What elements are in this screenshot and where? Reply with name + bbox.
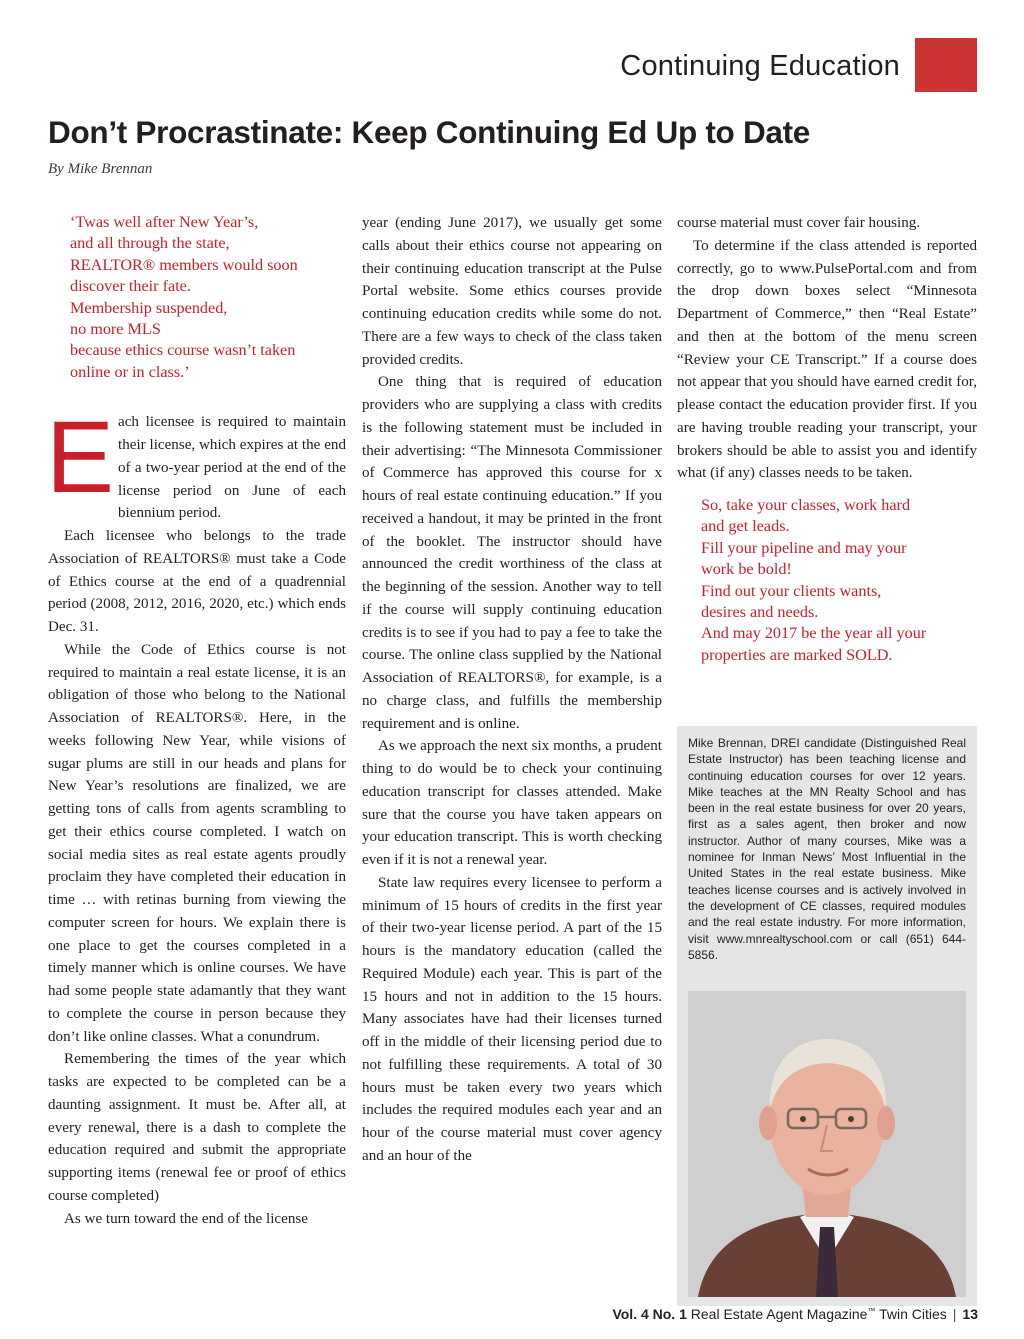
poem-line: because ethics course wasn’t taken (70, 341, 296, 360)
footer-separator: | (952, 1306, 957, 1322)
paragraph: Remembering the times of the year which tasks are expected to be completed can be a daunting assignment. It must be. After all, at every renewal, there is a dash to complete the education required and submit the appropriate supporting items (renewal fee or proof of ethics course completed) (48, 1051, 346, 1204)
paragraph: As we approach the next six months, a prudent thing to do would be to check your continuing education transcript for classes attended. Make sure that the course you have taken appears on your education transcript. This is worth checking even if it is not a renewal year. (362, 738, 662, 868)
poem-line: no more MLS (70, 320, 161, 339)
poem-line: properties are marked SOLD. (701, 645, 893, 664)
poem-line: desires and needs. (701, 603, 819, 622)
poem-line: And may 2017 be the year all your (701, 624, 927, 643)
poem-line: Find out your clients wants, (701, 581, 882, 600)
poem-line: Membership suspended, (70, 298, 228, 317)
author-photo (688, 991, 966, 1297)
paragraph: Each licensee who belongs to the trade Association of REALTORS® must take a Code of Ethics course at the end of a quadrennial period (2008, 2012, 2016, 2020, etc.) which ends Dec. 31. (48, 528, 346, 635)
paragraph: State law requires every licensee to perform a minimum of 15 hours of credits in the first year of their two-year license period. A part of the 15 hours is the mandatory education (called the Required Module) each year. This is part of the 15 hours and not in addition to the 15 hours. Many associates have had their licenses turned off in the middle of their licensing period due to not fulfilling these requirements. A total of 30 hours must be taken every two years which includes the required modules each year and an hour of the course material must cover agency and an hour of the (362, 874, 662, 1164)
drop-cap: E (46, 400, 115, 515)
outro-poem (677, 495, 977, 666)
paragraph: ach licensee is required to maintain their license, which expires at the end of a two-year period at the end of the license period on June of each biennium period. (118, 414, 346, 522)
section-title: Continuing Education (620, 50, 900, 82)
footer-city: Twin Cities (879, 1306, 947, 1322)
poem-line: REALTOR® members would soon (70, 255, 298, 274)
poem-line: and all through the state, (70, 234, 230, 253)
paragraph: year (ending June 2017), we usually get some calls about their ethics course not appearing on their continuing education transcript at the Pulse Portal website. Some ethics courses provide continuing education credits while some do not. There are a few ways to check of the class taken provided credits. (362, 215, 662, 368)
page-footer (612, 1306, 978, 1322)
article-headline: Don’t Procrastinate: Keep Continuing Ed Up to Date (48, 114, 811, 150)
section-accent-block (915, 38, 977, 92)
poem-line: Fill your pipeline and may your (701, 538, 907, 557)
paragraph: While the Code of Ethics course is not required to maintain a real estate license, it is an obligation of those who belong to the National Association of REALTORS®. Here, in the weeks following New Year, while visions of sugar plums are still in our heads and plans for New Year’s resolutions are finalized, we are getting tons of calls from agents scrambling to get their ethics course completed. I watch on social media sites as real estate agents proudly proclaim they have completed their education in time … with retinas burning from viewing the computer screen for hours. We explain there is one place to get the courses completed in a timely manner which is online courses. We have had some people state adamantly that they want to complete the course in person because they don’t like online classes. What a conundrum. (48, 641, 346, 1045)
intro-poem (48, 212, 346, 383)
paragraph: One thing that is required of education providers who are supplying a class with credits is the following statement must be included in their advertising: “The Minnesota Commissioner of Commerce has approved this course for x hours of real estate continuing education.” If you received a handout, it may be printed in the front of the booklet. The instructor should have announced the credit worthiness of the class at the beginning of the session. Another way to tell if the course will supply continuing education credits is to see if you had to pay a fee to take the course. The online class supplied by the National Association of REALTORS®, for example, is a no charge class, and fulfills the membership requirement and is online. (362, 374, 662, 732)
page-number: 13 (962, 1306, 978, 1322)
article-byline: By Mike Brennan (48, 161, 153, 177)
paragraph: As we turn toward the end of the license (64, 1210, 308, 1227)
poem-line: ‘Twas well after New Year’s, (70, 213, 259, 231)
author-bio-text: Mike Brennan, DREI candidate (Distinguished Real Estate Instructor) has been teaching license and continuing education courses for over 12 years. Mike teaches at the MN Realty School and has been in the real estate business for over 20 years, first as a sales agent, then broker and now instructor. Author of many courses, Mike was a nominee for Inman News’ Most Influential in the United States in the real estate business. Mike teaches license courses and is actively involved in the development of CE classes, required modules and the real estate industry. For more information, visit www.mnrealtyschool.com or call (651) 644-5856. (688, 736, 966, 962)
footer-magazine: Real Estate Agent Magazine (690, 1306, 868, 1322)
poem-line: work be bold! (701, 560, 792, 579)
poem-line: discover their fate. (70, 277, 191, 296)
article-column-2 (362, 212, 662, 1168)
poem-line: So, take your classes, work hard (701, 496, 911, 514)
article-column-1 (48, 212, 346, 1230)
author-bio-box (677, 726, 977, 1306)
footer-issue: Vol. 4 No. 1 (612, 1306, 687, 1322)
footer-trademark: ™ (867, 1306, 876, 1316)
paragraph: To determine if the class attended is reported correctly, go to www.PulsePortal.com and from the drop down boxes select “Minnesota Department of Commerce,” then “Real Estate” and then at the bottom of the menu screen “Review your CE Transcript.” If a course does not appear that you should have earned credit for, please contact the education provider first. If you are having trouble reading your transcript, your brokers should be able to assist you and identify what (if any) classes needs to be taken. (677, 237, 977, 482)
poem-line: online or in class.’ (70, 362, 190, 381)
article-column-3 (677, 212, 977, 688)
paragraph: course material must cover fair housing. (677, 215, 921, 231)
poem-line: and get leads. (701, 517, 790, 536)
author-portrait-image (688, 991, 966, 1297)
